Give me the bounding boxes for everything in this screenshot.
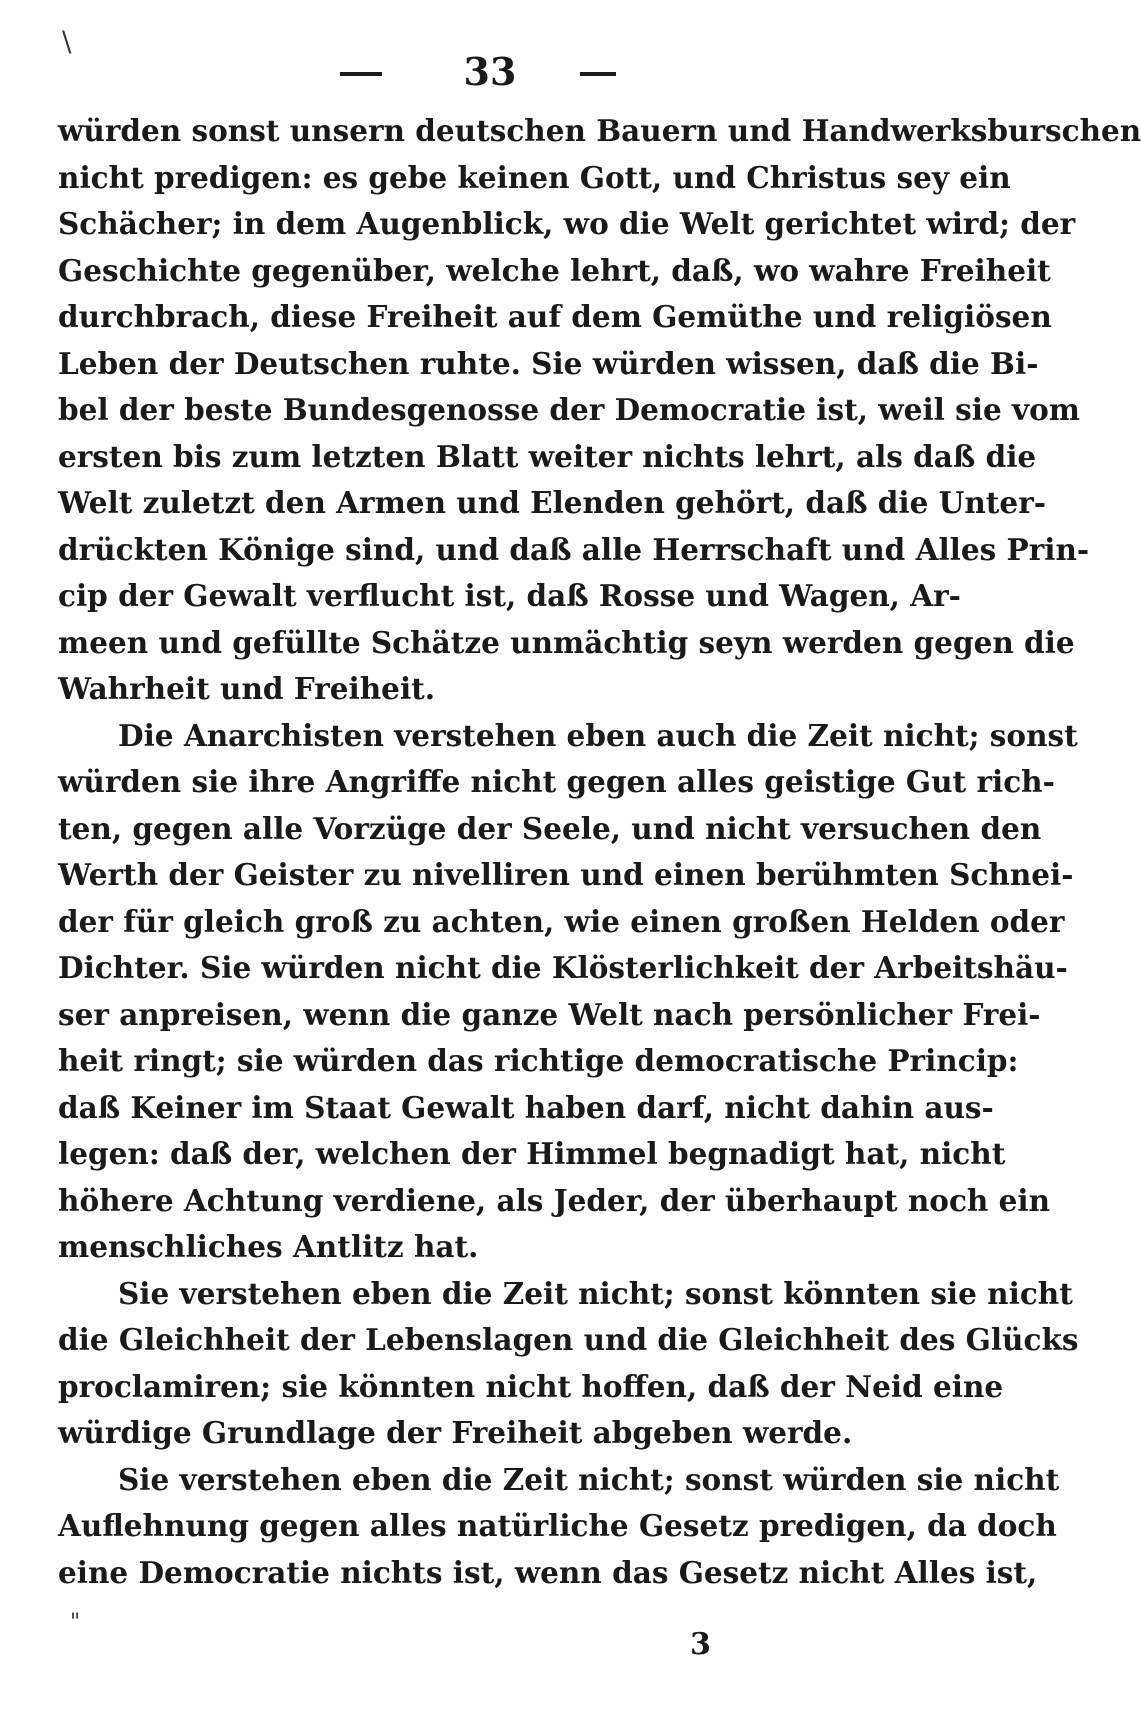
- text-line: ersten bis zum letzten Blatt weiter nichts lehrt, als daß die: [58, 438, 1037, 474]
- text-line: Werth der Geister zu nivelliren und einen berühmten Schnei-: [58, 857, 1074, 892]
- text-line: bel der beste Bundesgenosse der Democratie ist, weil sie vom: [58, 392, 1081, 427]
- text-line: der für gleich groß zu achten, wie einen großen Helden oder: [58, 903, 1065, 939]
- page-number: 33: [463, 49, 517, 94]
- signature-mark: 3: [690, 1627, 711, 1662]
- text-line: Welt zuletzt den Armen und Elenden gehört, daß die Unter-: [58, 485, 1046, 520]
- text-line: Sie verstehen eben die Zeit nicht; sonst würden sie nicht: [118, 1461, 1060, 1497]
- text-line: würden sonst unsern deutschen Bauern und Handwerksburschen: [58, 113, 1141, 148]
- text-line: meen und gefüllte Schätze unmächtig seyn werden gegen die: [58, 624, 1075, 660]
- text-line: Wahrheit und Freiheit.: [58, 671, 436, 706]
- text-line: Schächer; in dem Augenblick, wo die Welt gerichtet wird; der: [58, 206, 1076, 241]
- text-line: drückten Könige sind, und daß alle Herrschaft und Alles Prin-: [58, 531, 1090, 567]
- text-line: eine Democratie nichts ist, wenn das Gesetz nicht Alles ist,: [58, 1554, 1038, 1590]
- text-line: cip der Gewalt verflucht ist, daß Rosse und Wagen, Ar-: [58, 578, 961, 613]
- text-line: die Gleichheit der Lebenslagen und die Gleichheit des Glücks: [58, 1322, 1079, 1357]
- text-line: würden sie ihre Angriffe nicht gegen alles geistige Gut rich-: [58, 764, 1055, 799]
- header-rule-left: [340, 72, 382, 76]
- text-line: würdige Grundlage der Freiheit abgeben werde.: [58, 1415, 853, 1450]
- footer-mark: ": [70, 1610, 81, 1635]
- text-line: daß Keiner im Staat Gewalt haben darf, nicht dahin aus-: [58, 1089, 994, 1125]
- text-line: ser anpreisen, wenn die ganze Welt nach persönlicher Frei-: [58, 996, 1041, 1032]
- text-line: höhere Achtung verdiene, als Jeder, der überhaupt noch ein: [58, 1182, 1051, 1218]
- text-line: legen: daß der, welchen der Himmel begnadigt hat, nicht: [58, 1136, 1006, 1171]
- text-line: Die Anarchisten verstehen eben auch die Zeit nicht; sonst: [118, 717, 1078, 753]
- page-header: [0, 42, 1000, 102]
- text-line: ten, gegen alle Vorzüge der Seele, und nicht versuchen den: [58, 810, 1042, 846]
- corner-mark: \: [62, 25, 72, 58]
- text-line: menschliches Antlitz hat.: [58, 1229, 479, 1264]
- text-line: nicht predigen: es gebe keinen Gott, und Christus sey ein: [58, 159, 1011, 195]
- text-line: Sie verstehen eben die Zeit nicht; sonst könnten sie nicht: [118, 1275, 1073, 1311]
- text-line: Geschichte gegenüber, welche lehrt, daß, wo wahre Freiheit: [58, 252, 1051, 288]
- body-text: [58, 108, 1141, 1596]
- text-line: durchbrach, diese Freiheit auf dem Gemüthe und religiösen: [58, 299, 1052, 334]
- text-line: Dichter. Sie würden nicht die Klösterlichkeit der Arbeitshäu-: [58, 950, 1068, 985]
- text-line: Auflehnung gegen alles natürliche Gesetz predigen, da doch: [58, 1508, 1057, 1543]
- header-rule-right: [580, 72, 616, 76]
- text-line: heit ringt; sie würden das richtige democratische Princip:: [58, 1043, 1019, 1078]
- text-line: Leben der Deutschen ruhte. Sie würden wissen, daß die Bi-: [58, 345, 1039, 381]
- text-line: proclamiren; sie könnten nicht hoffen, daß der Neid eine: [58, 1368, 1004, 1404]
